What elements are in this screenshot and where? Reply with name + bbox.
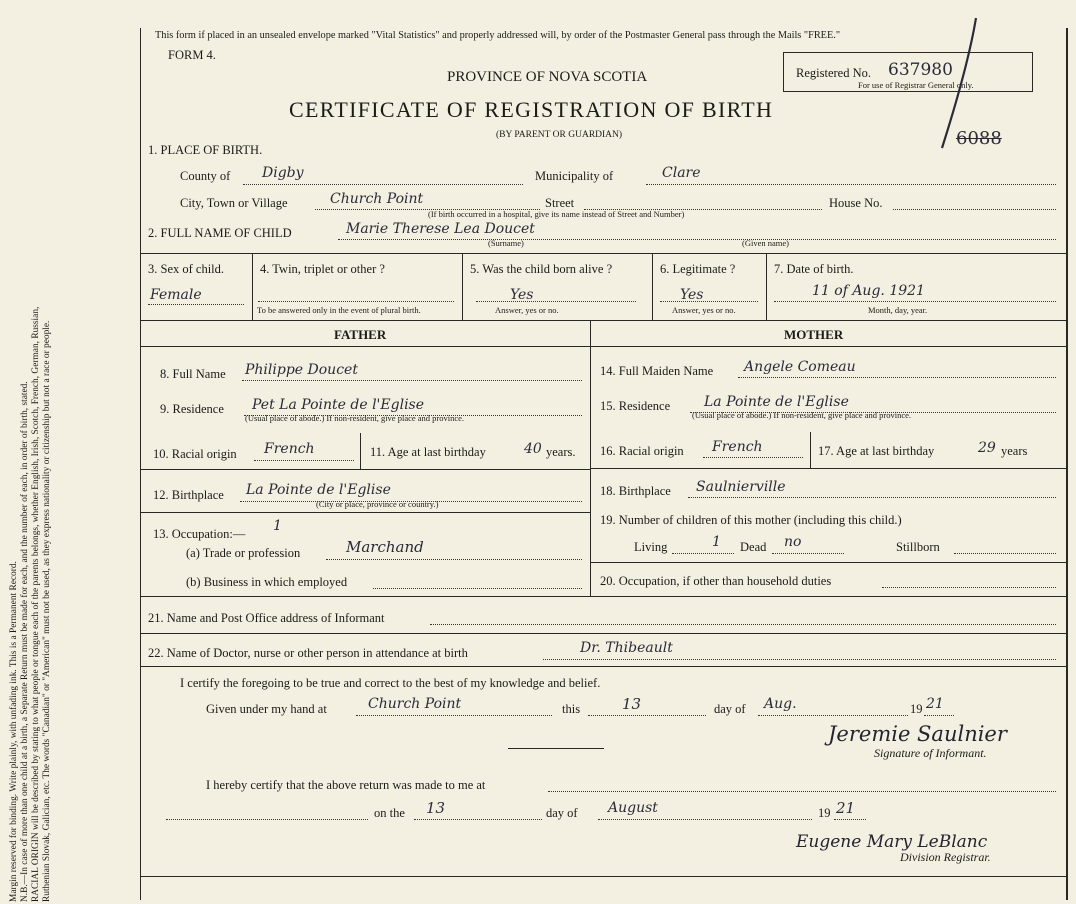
given-place-value: Church Point [368,696,462,712]
father-occupation-mark: 1 [273,518,282,534]
alive-label: 5. Was the child born alive ? [470,262,613,276]
house-line [893,209,1056,210]
sex-line [148,304,244,305]
registrar-signature: Eugene Mary LeBlanc [796,832,988,852]
mother-living-line [672,553,734,554]
city-value: Church Point [330,191,424,207]
registrar-place-line [548,791,1056,792]
registrar-statement: I hereby certify that the above return was made to me at [206,778,486,792]
father-name-value: Philippe Doucet [245,362,358,378]
registrar-day-value: 13 [426,799,446,817]
informant-line [430,624,1056,625]
mother-residence-note: (Usual place of abode.) If non-resident, give place and province. [692,410,912,420]
father-years-label: years. [546,445,576,459]
twin-note: To be answered only in the event of plural birth. [257,305,421,315]
father-occupation-label: 13. Occupation:— [153,527,246,541]
mother-birthplace-value: Saulnierville [696,479,786,495]
hospital-note: (If birth occurred in a hospital, give its name instead of Street and Number) [428,209,685,219]
province-title: PROVINCE OF NOVA SCOTIA [447,69,648,85]
parents-divider [590,320,591,596]
city-label: City, Town or Village [180,196,288,210]
registrar-pen-stroke [930,14,990,154]
certify-month-value: Aug. [764,696,797,712]
mother-birthplace-label: 18. Birthplace [600,484,671,498]
surname-label: (Surname) [488,238,524,248]
certify-year-line [924,715,954,716]
row-3-top-line [140,253,1066,254]
certify-rule [508,748,604,749]
father-birthplace-row-line [140,512,590,513]
father-name-line [242,380,582,381]
doctor-value: Dr. Thibeault [580,640,673,656]
given-under-label: Given under my hand at [206,702,327,716]
county-label: County of [180,169,231,183]
street-label: Street [545,196,575,210]
mother-name-line [738,377,1056,378]
parents-header-line [140,346,1066,347]
registrar-year-line [834,819,866,820]
mother-dead-label: Dead [740,540,767,554]
father-heading: FATHER [334,327,387,342]
row-3-divider-4 [766,253,767,320]
alive-line [476,301,636,302]
mother-stillborn-line [954,553,1056,554]
given-name-label: (Given name) [742,238,789,248]
registrar-note: For use of Registrar General only. [858,80,974,90]
certify-year-prefix: 19 [910,702,923,716]
given-place-line [356,715,552,716]
father-name-label: 8. Full Name [160,367,226,381]
registrar-month-line [598,819,812,820]
father-trade-value: Marchand [346,538,424,556]
birth-date-label: 7. Date of birth. [774,262,854,276]
legitimate-line [660,301,758,302]
father-racial-label: 10. Racial origin [153,447,237,461]
father-age-label: 11. Age at last birthday [370,445,486,459]
certify-text: I certify the foregoing to be true and correct to the best of my knowledge and belief. [180,676,601,690]
informant-signature-label: Signature of Informant. [874,746,987,760]
registered-number: 637980 [888,60,953,80]
father-residence-note: (Usual place of abode.) If non-resident, give place and province. [245,413,465,423]
postal-notice: This form if placed in an unsealed envelope marked "Vital Statistics" and properly addressed will, by order of the Postmaster General pass through the Mails "FREE." [155,30,841,41]
mother-occupation-line [882,587,1056,588]
mother-residence-value: La Pointe de l'Eglise [704,394,849,410]
alive-value: Yes [510,287,534,303]
margin-note-3: RACIAL ORIGIN will be described by stating to what people or tongue each of the parents belongs, whether English, Irish, Scotch, French, German, Russian, [30,306,41,902]
county-value: Digby [262,165,304,181]
father-age-value: 40 [524,441,542,457]
legitimate-value: Yes [680,287,704,303]
registrar-year-value: 21 [836,799,856,817]
twin-label: 4. Twin, triplet or other ? [260,262,385,276]
form-left-border [140,28,141,900]
certify-month-line [758,715,908,716]
twin-line [258,301,454,302]
mother-years-label: years [1001,444,1028,458]
father-birthplace-value: La Pointe de l'Eglise [246,482,391,498]
mother-age-label: 17. Age at last birthday [818,444,935,458]
mother-living-value: 1 [712,534,721,550]
father-birthplace-note: (City or place, province or country.) [316,499,439,509]
registration-box [783,52,1033,92]
form-bottom-border [140,876,1066,877]
registrar-year-prefix: 19 [818,806,831,820]
doctor-line [543,659,1056,660]
certificate-title: CERTIFICATE OF REGISTRATION OF BIRTH [289,97,774,122]
informant-row-line [140,633,1066,634]
mother-children-label: 19. Number of children of this mother (including this child.) [600,513,902,527]
mother-dead-line [772,553,844,554]
registrar-month-value: August [608,800,658,816]
certify-day-label: day of [714,702,746,716]
father-racial-value: French [264,441,315,457]
mother-name-label: 14. Full Maiden Name [600,364,714,378]
registrar-first-line [166,819,368,820]
this-label: this [562,702,581,716]
child-name-label: 2. FULL NAME OF CHILD [148,226,292,240]
row-3-bottom-line [140,320,1066,321]
child-name-value: Marie Therese Lea Doucet [346,221,535,237]
mother-residence-label: 15. Residence [600,399,671,413]
mother-racial-label: 16. Racial origin [600,444,684,458]
father-racial-row-line [140,469,590,470]
father-business-label: (b) Business in which employed [186,575,348,589]
sex-label: 3. Sex of child. [148,262,225,276]
alive-note: Answer, yes or no. [495,305,559,315]
row-3-divider-3 [652,253,653,320]
doctor-label: 22. Name of Doctor, nurse or other person in attendance at birth [148,646,468,660]
legitimate-label: 6. Legitimate ? [660,262,736,276]
certify-year-value: 21 [926,696,944,712]
municipality-label: Municipality of [535,169,614,183]
registrar-signature-label: Division Registrar. [900,850,991,864]
mother-dead-value: no [784,534,802,550]
municipality-value: Clare [662,165,701,181]
certify-day-line [588,715,706,716]
father-racial-line [254,460,354,461]
mother-racial-line [703,457,803,458]
father-trade-line [326,559,582,560]
birth-date-line [774,301,1056,302]
mother-stillborn-label: Stillborn [896,540,940,554]
informant-signature: Jeremie Saulnier [828,722,1007,746]
certificate-subtitle: (BY PARENT OR GUARDIAN) [496,130,623,140]
father-birthplace-label: 12. Birthplace [153,488,224,502]
mother-racial-value: French [712,439,763,455]
margin-notes [9,42,67,902]
registrar-on-the: on the [374,806,405,820]
row-3-divider-2 [462,253,463,320]
child-name-line [338,239,1056,240]
mother-occupation-label: 20. Occupation, if other than household duties [600,574,832,588]
mother-living-label: Living [634,540,668,554]
mother-name-value: Angele Comeau [744,359,856,375]
margin-note-1: Margin reserved for binding. Write plainly, with unfading ink. This is a Permanent Record. [9,561,19,902]
form-number: FORM 4. [168,48,216,62]
form-right-border [1066,28,1068,900]
doctor-row-line [140,666,1066,667]
informant-label: 21. Name and Post Office address of Informant [148,611,385,625]
mother-age-value: 29 [978,440,996,456]
place-heading: 1. PLACE OF BIRTH. [148,143,263,157]
father-trade-label: (a) Trade or profession [186,546,301,560]
county-line [243,184,523,185]
mother-birthplace-line [688,497,1056,498]
mother-heading: MOTHER [784,327,844,342]
legitimate-note: Answer, yes or no. [672,305,736,315]
father-racial-divider [360,433,361,469]
father-business-line [373,588,582,589]
certify-day-value: 13 [622,695,642,713]
father-residence-label: 9. Residence [160,402,224,416]
registered-label: Registered No. [796,66,871,80]
margin-note-2: N.B.—In case of more than one child at a birth, a Separate Return must be made for each, and the number of each, in order of birth, stated. [19,381,30,902]
birth-date-note: Month, day, year. [868,305,928,315]
birth-date-value: 11 of Aug. 1921 [812,283,925,299]
margin-note-4: Ruthenian Slovak, Galician, etc. The words "Canadian" or "American" must not be used, as they express nationality or citizenship but not a race or people. [41,320,52,902]
registrar-day-label: day of [546,806,578,820]
sex-value: Female [150,287,202,303]
father-residence-value: Pet La Pointe de l'Eglise [252,397,425,413]
parents-bottom-line [140,596,1066,597]
house-label: House No. [829,196,883,210]
mother-racial-divider [810,432,811,468]
registrar-day-line [414,819,542,820]
mother-racial-row-line [590,468,1066,469]
row-3-divider-1 [252,253,253,320]
municipality-line [646,184,1056,185]
corner-number: 6088 [956,128,1002,149]
mother-children-row-line [590,562,1066,563]
